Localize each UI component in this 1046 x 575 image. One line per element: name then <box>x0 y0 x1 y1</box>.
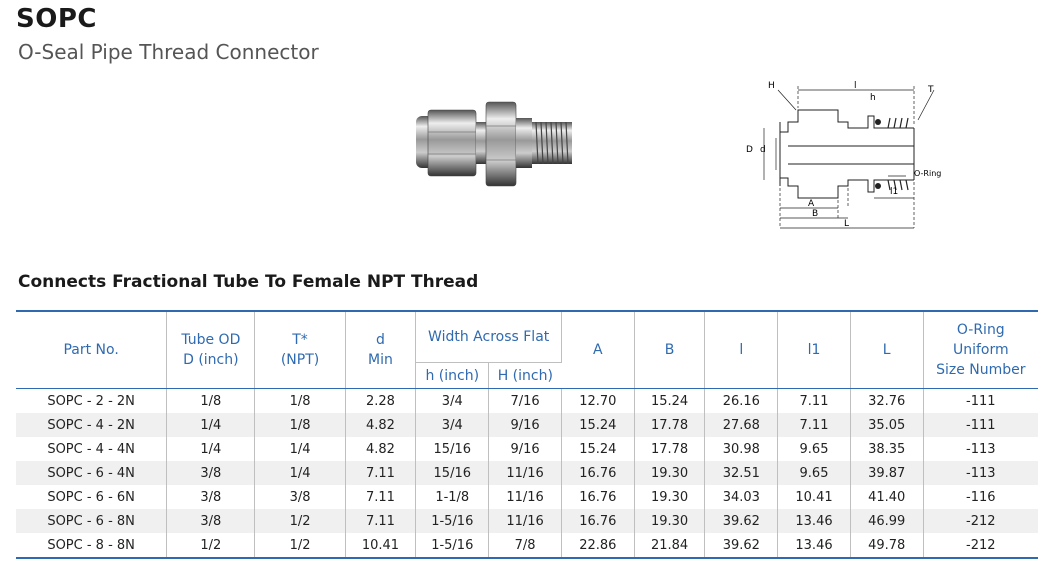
cell-t: 1/2 <box>255 509 345 533</box>
cell-oring: -111 <box>923 413 1038 437</box>
cell-L: 38.35 <box>850 437 923 461</box>
cell-tube-od: 1/4 <box>167 413 255 437</box>
cell-part-no: SOPC - 6 - 8N <box>16 509 167 533</box>
cell-L: 41.40 <box>850 485 923 509</box>
cell-t: 1/8 <box>255 413 345 437</box>
cell-L: 39.87 <box>850 461 923 485</box>
cell-waf-H: 11/16 <box>489 509 562 533</box>
cell-l: 27.68 <box>705 413 778 437</box>
col-part-no: Part No. <box>16 311 167 389</box>
table-row <box>16 461 1038 485</box>
cell-B: 17.78 <box>634 413 705 437</box>
cell-waf-h: 15/16 <box>416 461 489 485</box>
cell-oring: -113 <box>923 461 1038 485</box>
cell-l1: 7.11 <box>778 389 851 414</box>
table-row <box>16 485 1038 509</box>
label-D: D <box>746 145 753 155</box>
table-row <box>16 509 1038 533</box>
label-T: T <box>928 85 934 95</box>
cell-waf-H: 11/16 <box>489 461 562 485</box>
label-h: h <box>870 93 876 103</box>
cell-l: 26.16 <box>705 389 778 414</box>
cell-waf-H: 7/16 <box>489 389 562 414</box>
label-d: d <box>760 145 766 155</box>
cell-waf-H: 9/16 <box>489 413 562 437</box>
cell-t: 1/8 <box>255 389 345 414</box>
cell-L: 49.78 <box>850 533 923 558</box>
cell-waf-h: 3/4 <box>416 413 489 437</box>
cell-l: 39.62 <box>705 509 778 533</box>
cell-part-no: SOPC - 4 - 4N <box>16 437 167 461</box>
cell-tube-od: 3/8 <box>167 509 255 533</box>
cell-waf-h: 1-5/16 <box>416 533 489 558</box>
col-oring: O-Ring Uniform Size Number <box>923 311 1038 389</box>
cell-L: 46.99 <box>850 509 923 533</box>
cell-part-no: SOPC - 4 - 2N <box>16 413 167 437</box>
cell-waf-h: 15/16 <box>416 437 489 461</box>
cell-part-no: SOPC - 8 - 8N <box>16 533 167 558</box>
cell-waf-H: 9/16 <box>489 437 562 461</box>
dimension-diagram <box>738 76 958 236</box>
cell-l: 39.62 <box>705 533 778 558</box>
cell-d: 7.11 <box>345 461 416 485</box>
col-L: L <box>850 311 923 389</box>
cell-tube-od: 1/4 <box>167 437 255 461</box>
label-l1: l1 <box>890 187 899 197</box>
cell-B: 17.78 <box>634 437 705 461</box>
cell-oring: -212 <box>923 509 1038 533</box>
cell-l1: 13.46 <box>778 533 851 558</box>
cell-tube-od: 3/8 <box>167 461 255 485</box>
col-width-across-flat: Width Across Flat <box>416 311 562 363</box>
cell-waf-H: 7/8 <box>489 533 562 558</box>
section-title: Connects Fractional Tube To Female NPT Thread <box>18 272 479 292</box>
cell-t: 1/4 <box>255 437 345 461</box>
cell-A: 15.24 <box>561 413 634 437</box>
cell-d: 7.11 <box>345 509 416 533</box>
cell-B: 19.30 <box>634 509 705 533</box>
cell-l: 34.03 <box>705 485 778 509</box>
cell-waf-h: 3/4 <box>416 389 489 414</box>
cell-l1: 9.65 <box>778 461 851 485</box>
cell-oring: -116 <box>966 489 996 505</box>
cell-l1: 10.41 <box>778 485 851 509</box>
col-l: l <box>705 311 778 389</box>
cell-A: 16.76 <box>561 461 634 485</box>
cell-waf-H: 11/16 <box>489 485 562 509</box>
cell-d: 4.82 <box>345 437 416 461</box>
cell-d: 2.28 <box>345 389 416 414</box>
label-oring: O-Ring <box>914 169 942 178</box>
cell-oring: -111 <box>966 393 996 409</box>
cell-l1: 13.46 <box>778 509 851 533</box>
cell-t: 1/2 <box>255 533 345 558</box>
cell-d: 7.11 <box>345 485 416 509</box>
table-row <box>16 533 1038 558</box>
cell-l: 32.51 <box>705 461 778 485</box>
cell-A: 16.76 <box>561 509 634 533</box>
col-d: d Min <box>345 311 416 389</box>
table-row <box>16 413 1038 437</box>
label-A: A <box>808 199 815 209</box>
product-code: SOPC <box>16 4 97 34</box>
cell-tube-od: 1/8 <box>167 389 255 414</box>
cell-B: 19.30 <box>634 485 705 509</box>
label-L: L <box>844 219 850 229</box>
cell-l: 30.98 <box>705 437 778 461</box>
cell-part-no: SOPC - 6 - 6N <box>16 485 167 509</box>
label-H: H <box>768 81 775 91</box>
connector-photo <box>414 96 576 192</box>
cell-L: 32.76 <box>850 389 923 414</box>
cell-A: 22.86 <box>561 533 634 558</box>
cell-d: 10.41 <box>345 533 416 558</box>
spec-table <box>16 310 1038 559</box>
cell-A: 16.76 <box>561 485 634 509</box>
product-name: O-Seal Pipe Thread Connector <box>18 40 319 64</box>
table-row <box>16 437 1038 461</box>
table-row <box>16 389 1038 414</box>
cell-waf-h: 1-5/16 <box>416 509 489 533</box>
cell-l1: 7.11 <box>778 413 851 437</box>
cell-L: 35.05 <box>850 413 923 437</box>
cell-tube-od: 3/8 <box>167 485 255 509</box>
cell-B: 15.24 <box>634 389 705 414</box>
cell-B: 19.30 <box>634 461 705 485</box>
cell-part-no: SOPC - 2 - 2N <box>16 389 167 414</box>
col-t: T* (NPT) <box>255 311 345 389</box>
cell-B: 21.84 <box>634 533 705 558</box>
cell-oring: -212 <box>923 533 1038 558</box>
col-tube-od: Tube OD D (inch) <box>167 311 255 389</box>
cell-A: 12.70 <box>561 389 634 414</box>
col-l1: l1 <box>778 311 851 389</box>
col-A: A <box>561 311 634 389</box>
cell-t: 3/8 <box>255 485 345 509</box>
col-B: B <box>634 311 705 389</box>
cell-A: 15.24 <box>561 437 634 461</box>
col-waf-H: H (inch) <box>489 363 562 389</box>
label-l: l <box>854 81 857 91</box>
cell-waf-h: 1-1/8 <box>416 485 489 509</box>
cell-l1: 9.65 <box>778 437 851 461</box>
header-row <box>16 311 1038 363</box>
cell-t: 1/4 <box>255 461 345 485</box>
cell-d: 4.82 <box>345 413 416 437</box>
cell-part-no: SOPC - 6 - 4N <box>16 461 167 485</box>
cell-oring: -113 <box>966 441 996 457</box>
label-B: B <box>812 209 819 219</box>
col-waf-h: h (inch) <box>416 363 489 389</box>
cell-tube-od: 1/2 <box>167 533 255 558</box>
